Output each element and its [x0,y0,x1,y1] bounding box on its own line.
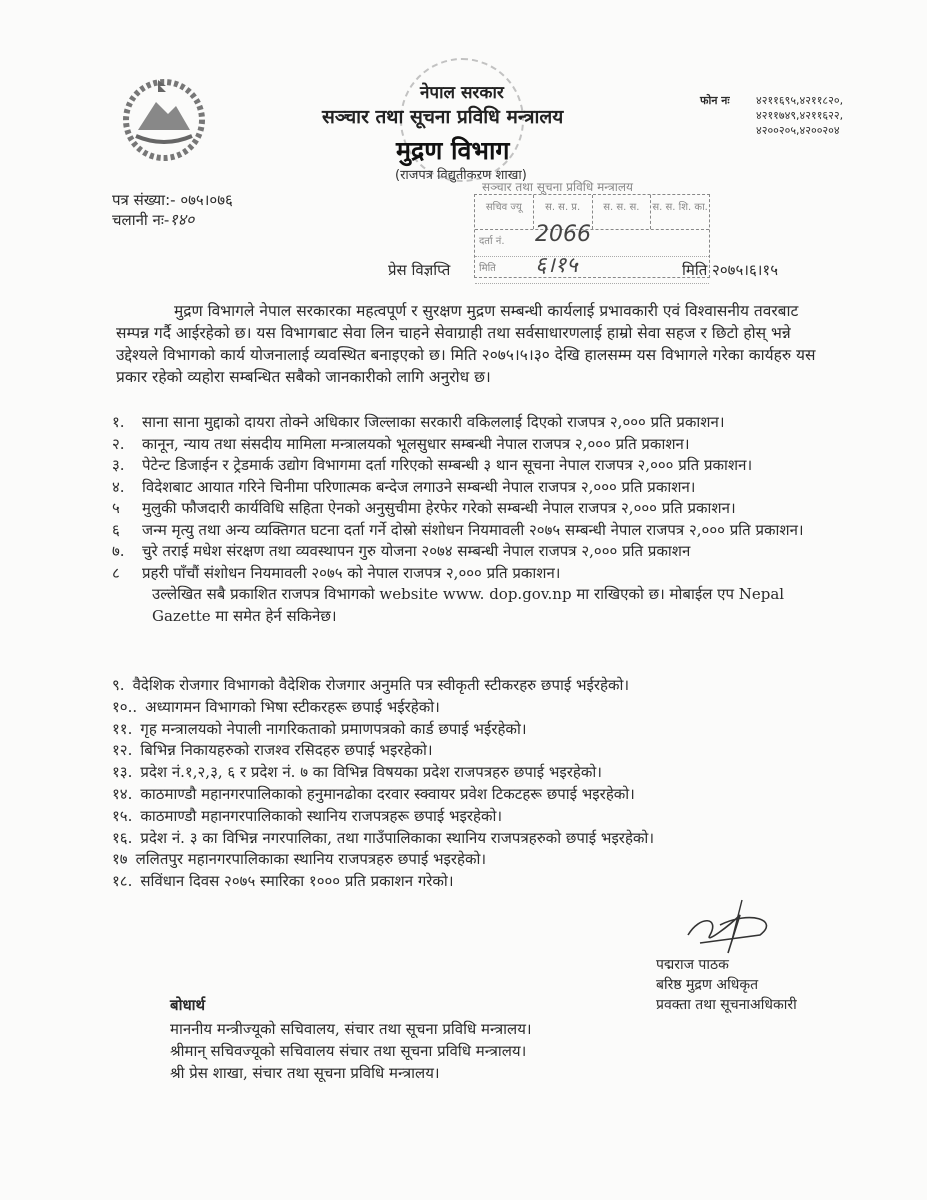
receipt-stamp-title: सञ्चार तथा सूचना प्रविधि मन्त्रालय [482,180,633,194]
stamp-date-label: मिति [479,263,496,274]
nepal-emblem-icon [118,72,210,164]
list-item: १३. प्रदेश नं.१,२,३, ६ र प्रदेश नं. ७ का विभिन्न विषयका प्रदेश राजपत्रहरु छपाई भइरहेको। [112,763,602,782]
cc-recipient: श्री प्रेस शाखा, संचार तथा सूचना प्रविधि मन्त्रालय। [170,1064,440,1082]
list-item: १५. काठमाण्डौ महानगरपालिकाको स्थानिय राजपत्रहरू छपाई भइरहेको। [112,806,503,825]
cc-title: बोधार्थ [170,996,206,1014]
phone-label: फोन नः [700,94,730,107]
press-release-label: प्रेस विज्ञप्ति [388,261,451,279]
department-name: मुद्रण विभाग [396,136,510,165]
letter-no-label: पत्र संख्या:- [112,191,176,209]
items-list-part1 [112,412,832,627]
list-item: १४. काठमाण्डौ महानगरपालिकाको हनुमानढोका दरवार स्क्वायर प्रवेश टिकटहरू छपाई भइरहेको। [112,784,635,803]
list-item: ७. चुरे तराई मधेश संरक्षण तथा व्यवस्थापन गुरु योजना २०७४ सम्बन्धी नेपाल राजपत्र २,००० प्रति प्रकाशन [112,542,691,560]
list-item: १८. सविंधान दिवस २०७५ स्मारिका १००० प्रति प्रकाशन गरेको। [112,872,454,891]
ministry-name: सञ्चार तथा सूचना प्रविधि मन्त्रालय [322,106,564,128]
cc-recipient: माननीय मन्त्रीज्यूको सचिवालय, संचार तथा सूचना प्रविधि मन्त्रालय। [170,1020,532,1038]
items-list-part2 [112,675,832,893]
website-note: उल्लेखित सबै प्रकाशित राजपत्र विभागको website www. dop.gov.np मा राखिएको छ। मोबाईल एप Nepal Gazette मा समेत हेर्न सकिनेछ। [152,585,785,625]
registration-label: दर्ता नं. [479,236,505,247]
phone-line: ४२११७४९,४२११६२२, [756,109,844,122]
signatory-name: पद्मराज पाठक [656,957,729,973]
list-item: ४. विदेशबाट आयात गरिने चिनीमा परिणात्मक बन्देज लगाउने सम्बन्धी नेपाल राजपत्र २,००० प्रति प्रकाशन। [112,477,696,496]
registration-value: 2066 [535,222,591,247]
cc-list [170,1018,532,1084]
list-item: ३. पेटेन्ट डिजाईन र ट्रेडमार्क उद्योग विभागमा दर्ता गरिएको सम्बन्धी ३ थान सूचना नेपाल राजपत्र २,००० प्रति प्रकाशन। [112,456,753,474]
stamp-column: स. स. प्र. [534,195,593,229]
list-item: ६ जन्म मृत्यु तथा अन्य व्यक्तिगत घटना दर्ता गर्ने दोस्रो संशोधन नियमावली २०७५ सम्बन्धी नेपाल राजपत्र २,००० प्रति प्रकाशन। [112,520,804,539]
stamp-date-value: ६।१५ [535,253,578,278]
phone-line: ४२११६९५,४२११८२०, [756,94,844,107]
government-name: नेपाल सरकार [420,83,504,103]
list-item: २. कानून, न्याय तथा संसदीय मामिला मन्त्रालयको भूलसुधार सम्बन्धी नेपाल राजपत्र २,००० प्रति प्रकाशन। [112,434,690,453]
signature-icon [680,895,790,955]
dispatch-no-label: चलानी नः- [112,211,170,229]
signatory-block [656,955,797,1015]
dispatch-no-value: १४० [169,210,195,229]
list-item: १६. प्रदेश नं. ३ का विभिन्न नगरपालिका, तथा गाउँपालिकाका स्थानिय राजपत्रहरुको छपाई भइरहेको। [112,828,654,847]
signatory-role: प्रवक्ता तथा सूचनाअधिकारी [656,997,797,1013]
list-item: ८ प्रहरी पाँचौं संशोधन नियमावली २०७५ को नेपाल राजपत्र २,००० प्रति प्रकाशन। [112,563,561,582]
document-date: मिति २०७५।६।१५ [682,261,779,279]
cc-recipient: श्रीमान् सचिवज्यूको सचिवालय संचार तथा सूचना प्रविधि मन्त्रालय। [170,1042,527,1060]
phone-numbers [756,93,843,138]
list-item: १७ ललितपुर महानगरपालिकाका स्थानिय राजपत्रहरु छपाई भइरहेको। [112,850,487,869]
stamp-column: सचिव ज्यू [475,195,534,229]
reference-block [112,190,233,230]
branch-name: (राजपत्र विद्युतीकरण शाखा) [395,168,527,183]
list-item: १२. बिभिन्न निकायहरुको राजश्व रसिदहरु छपाई भइरहेको। [112,741,433,760]
letter-no-value: ०७५।०७६ [180,191,233,209]
signatory-title: बरिष्ठ मुद्रण अधिकृत [656,977,759,993]
list-item: १. साना साना मुद्दाको दायरा तोक्ने अधिकार जिल्लाका सरकारी वकिललाई दिएको राजपत्र २,००० प्रति प्रकाशन। [112,413,725,431]
stamp-column: स. स. स. [593,195,652,229]
stamp-column: स. स. शि. का. [652,202,708,213]
list-item: १०.. अध्यागमन विभागको भिषा स्टीकरहरू छपाई भईरहेको। [112,697,440,716]
phone-line: ४२००२०५,४२००२०४ [756,124,840,137]
intro-paragraph: मुद्रण विभागले नेपाल सरकारका महत्वपूर्ण र सुरक्षण मुद्रण सम्बन्धी कार्यलाई प्रभावकारी एवं विश्वासनीय तवरबाट सम्पन्न गर्दै आईरहेको छ। यस विभागबाट सेवा लिन चाहने सेवाग्राही तथा सर्वसाधारणलाई हाम्रो सेवा सहज र छिटो होस् भन्ने उद्देश्यले विभागको कार्य योजनालाई व्यवस्थित बनाइएको छ। मिति २०७५।५।३० देखि हालसम्म यस विभागले गरेका कार्यहरु यस प्रकार रहेको व्यहोरा सम्बन्धित सबैको जानकारीको लागि अनुरोध छ। [116,302,816,386]
list-item: ५ मुलुकी फौजदारी कार्यविधि सहिता ऐनको अनुसुचीमा हेरफेर गरेको सम्बन्धी नेपाल राजपत्र २,००० प्रति प्रकाशन। [112,499,736,517]
list-item: ११. गृह मन्त्रालयको नेपाली नागरिकताको प्रमाणपत्रको कार्ड छपाई भईरहेको। [112,719,527,738]
receipt-stamp [474,194,710,278]
list-item: ९. वैदेशिक रोजगार विभागको वैदेशिक रोजगार अनुमति पत्र स्वीकृती स्टीकरहरु छपाई भईरहेको। [112,676,630,694]
